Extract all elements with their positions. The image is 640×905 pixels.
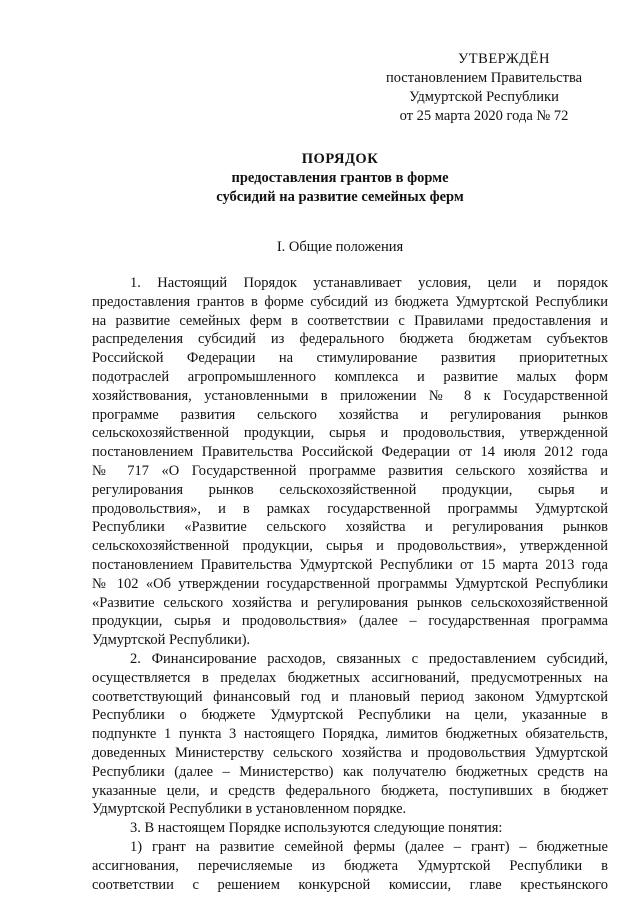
paragraph-line: продовольствия», и в рамках государственной программы Удмуртской <box>92 500 608 517</box>
approval-line: постановлением Правительства <box>385 70 583 86</box>
approval-line: от 25 марта 2020 года № 72 <box>399 108 569 124</box>
paragraph-line: регулирования рынков сельскохозяйственной продукции, сырья и <box>92 481 608 498</box>
paragraph-line: продукции, сырья и продовольствия» (далее – государственная программа <box>92 613 608 630</box>
document-body <box>92 274 608 894</box>
paragraph-line: 1. Настоящий Порядок устанавливает условия, цели и порядок <box>130 275 608 291</box>
paragraph-line: постановлением Правительства Российской Федерации от 14 июля 2012 года <box>92 444 608 461</box>
paragraph-line: 2. Финансирование расходов, связанных с предоставлением субсидий, <box>130 650 608 667</box>
paragraph-line: доведенных Министерству сельского хозяйства и продовольствия Удмуртской <box>92 744 608 761</box>
paragraph-line: сельскохозяйственной продукции, сырья и продовольствия, утвержденной <box>92 425 608 442</box>
section-heading: I. Общие положения <box>276 239 404 255</box>
paragraph-line: на развитие семейных ферм в соответствии с Правилами предоставления и <box>92 312 608 329</box>
paragraph <box>92 274 608 650</box>
paragraph-line: соответствующий финансовый год и плановый период законом Удмуртской <box>92 688 608 705</box>
paragraph-line: соответствии с решением конкурсной комиссии, главе крестьянского <box>92 876 608 893</box>
paragraph-line: Удмуртской Республики в установленном порядке. <box>92 801 407 818</box>
paragraph-line: № 102 «Об утверждении государственной программы Удмуртской Республики <box>92 575 608 592</box>
paragraph <box>92 819 608 838</box>
paragraph-line: Республики «Развитие сельского хозяйства и регулирования рынков <box>92 519 608 536</box>
document-title-line: субсидий на развитие семейных ферм <box>216 189 464 205</box>
paragraph-line: распределения субсидий из федерального бюджета бюджетам субъектов <box>92 331 608 348</box>
paragraph-line: ассигнования, перечисляемые из бюджета Удмуртской Республики в <box>92 857 608 874</box>
paragraph-line: «Развитие сельского хозяйства и регулирования рынков сельскохозяйственной <box>92 594 608 611</box>
paragraph-line: указанные цели, и средств федерального бюджета, поступивших в бюджет <box>92 782 608 799</box>
paragraph-line: 3. В настоящем Порядке используются следующие понятия: <box>130 820 503 837</box>
paragraph-line: предоставления грантов в форме субсидий из бюджета Удмуртской Республики <box>92 293 608 310</box>
paragraph-line: подпункте 1 пункта 3 настоящего Порядка, лимитов бюджетных обязательств, <box>92 726 608 743</box>
approval-title: УТВЕРЖДЁН <box>458 51 550 67</box>
document-title-line: ПОРЯДОК <box>301 151 379 167</box>
paragraph-line: хозяйствования, установленными в приложении № 8 к Государственной <box>92 387 608 404</box>
paragraph-line: сельскохозяйственной продукции, сырья и продовольствия», утвержденной <box>92 538 608 555</box>
paragraph-line: Республики (далее – Министерство) как получателю бюджетных средств на <box>92 763 608 780</box>
paragraph-line: программе развития сельского хозяйства и регулирования рынков <box>92 406 608 423</box>
approval-stamp <box>364 50 604 126</box>
paragraph-line: Республики о бюджете Удмуртской Республики на цели, указанные в <box>92 707 608 724</box>
paragraph-line: 1) грант на развитие семейной фермы (далее – грант) – бюджетные <box>130 838 608 855</box>
approval-line: Удмуртской Республики <box>409 89 559 105</box>
document-title <box>0 150 640 207</box>
paragraph <box>92 650 608 819</box>
paragraph <box>92 838 608 894</box>
paragraph-line: осуществляется в пределах бюджетных ассигнований, предусмотренных на <box>92 669 608 686</box>
paragraph-line: постановлением Правительства Удмуртской Республики от 15 марта 2013 года <box>92 556 608 573</box>
paragraph-line: № 717 «О Государственной программе развития сельского хозяйства и <box>92 462 608 479</box>
paragraph-line: Российской Федерации на стимулирование развития приоритетных <box>92 350 608 367</box>
document-title-line: предоставления грантов в форме <box>231 170 449 186</box>
paragraph-line: Удмуртской Республики). <box>92 632 251 649</box>
paragraph-line: подотраслей агропромышленного комплекса и развитие малых форм <box>92 368 608 385</box>
